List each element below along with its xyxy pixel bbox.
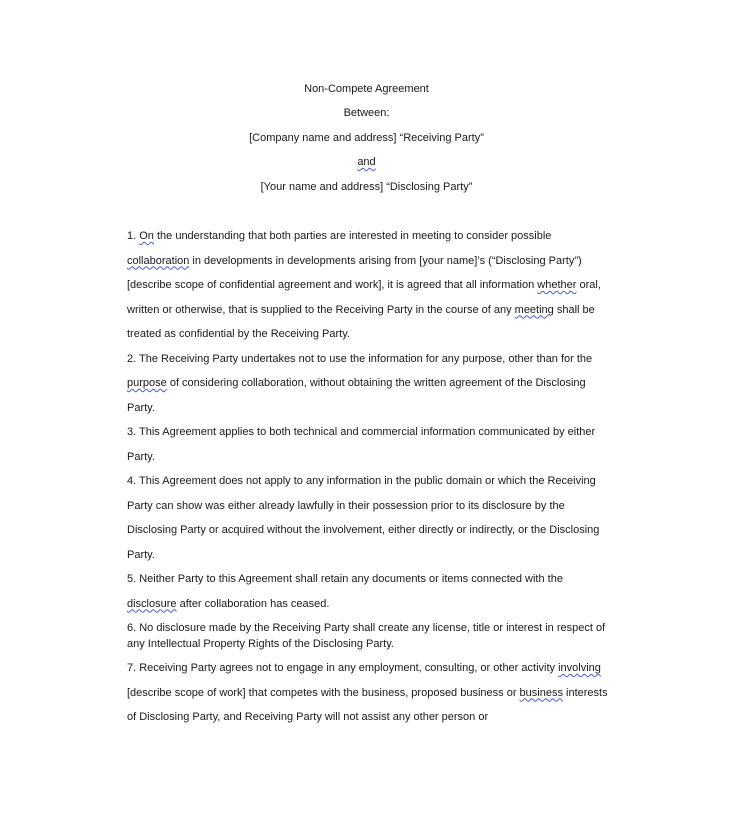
spellcheck-word: collaboration (127, 254, 190, 267)
clause-text: oral, written or otherwise, that is supplied to the Receiving Party in the course of any (127, 279, 601, 316)
spellcheck-word: involving (558, 662, 601, 674)
clause-text: interests of Disclosing Party, and Receiving Party will not assist any other person or (127, 686, 608, 723)
spellcheck-word: whether (537, 279, 577, 291)
clause-text: in developments in developments arising from [your name]’s (“Disclosing Party”) [describe scope of confidential agreement and work], it is agreed that all information (127, 254, 582, 291)
clause-text: after collaboration has ceased. (176, 597, 330, 610)
disclosing-party-line: [Your name and address] “Disclosing Party” (260, 181, 473, 193)
clause-text: [describe scope of work] that competes with the business, proposed business or (127, 686, 520, 699)
document-title: Non-Compete Agreement (304, 83, 429, 95)
and-word: and (357, 156, 376, 168)
between-label: Between: (343, 107, 390, 119)
clause-4: 4. This Agreement does not apply to any information in the public domain or which the Receiving Party can show was either already lawfully in their possession prior to its disclosure by the Disclosing Party or acquired without the involvement, either directly or indirectly, or the Disclosing Party. (127, 475, 600, 561)
receiving-party-line: [Company name and address] “Receiving Party” (249, 132, 484, 144)
clause-6: 6. No disclosure made by the Receiving Party shall create any license, title or interest in respect of any Intellectual Property Rights of the Disclosing Party. (127, 622, 606, 650)
clause-text: 5. Neither Party to this Agreement shall retain any documents or items connected with the (127, 573, 563, 585)
clause-3: 3. This Agreement applies to both technical and commercial information communicated by either Party. (127, 426, 596, 463)
spellcheck-word: On (139, 230, 154, 242)
clause-text: 2. The Receiving Party undertakes not to use the information for any purpose, other than for the (127, 352, 593, 365)
clause-2 (127, 347, 613, 421)
and-line (0, 155, 733, 169)
clause-text: 7. Receiving Party agrees not to engage in any employment, consulting, or other activity (127, 662, 559, 674)
clause-7 (127, 656, 613, 730)
spellcheck-word: meeting (514, 303, 554, 316)
clause-text: of considering collaboration, without obtaining the written agreement of the Disclosing Party. (127, 377, 586, 414)
clauses-body (127, 224, 613, 730)
clause-text: 1. (127, 230, 140, 242)
spellcheck-word: disclosure (127, 597, 177, 610)
spellcheck-word: business (519, 686, 563, 699)
spellcheck-word: purpose (127, 377, 167, 389)
clause-1 (127, 224, 613, 347)
clause-text: shall be treated as confidential by the Receiving Party. (127, 303, 595, 340)
clause-text: the understanding that both parties are interested in meeting to consider possible (153, 230, 552, 242)
clause-5 (127, 567, 613, 616)
